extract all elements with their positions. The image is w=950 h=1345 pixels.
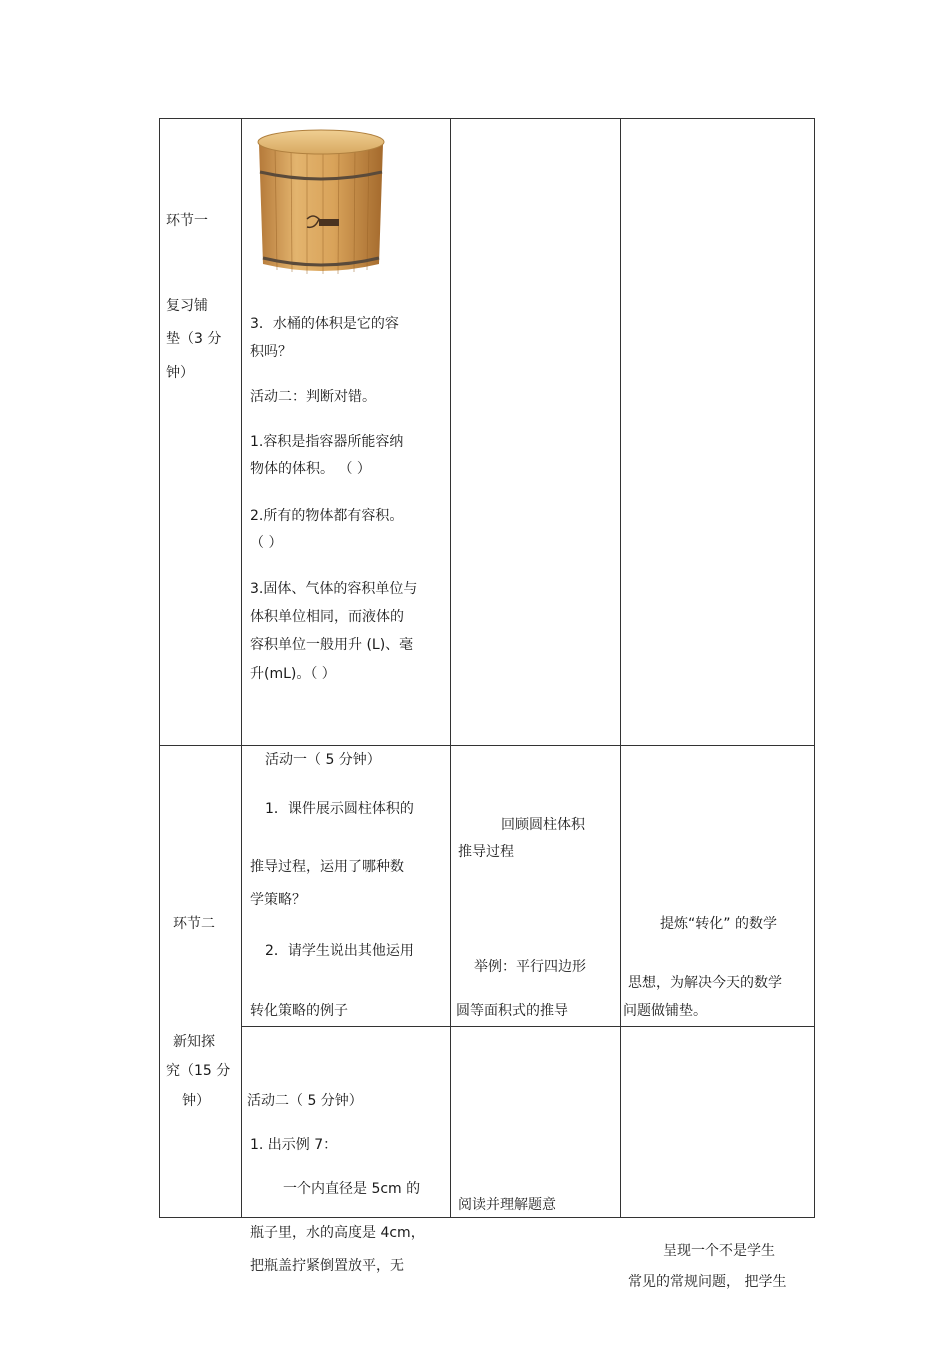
design-intent1-line1: 提炼“转化” 的数学	[660, 916, 777, 932]
section1-label-3: 垫（3 分	[166, 331, 222, 347]
activity1-title: 活动一（ 5 分钟）	[265, 752, 381, 768]
wooden-bucket-image	[249, 124, 394, 282]
question-3-line2: 积吗？	[250, 344, 292, 360]
student-activity1-line1: 回顾圆柱体积	[501, 817, 585, 833]
row-divider-2	[241, 1026, 815, 1027]
activity1-q2-line1: 2．请学生说出其他运用	[265, 943, 414, 959]
section1-label-2: 复习铺	[166, 298, 208, 314]
section1-label-4: 钟）	[166, 365, 194, 381]
design-intent1-line3: 问题做铺垫。	[623, 1003, 707, 1019]
student-activity3-line1: 阅读并理解题意	[458, 1197, 556, 1213]
activity1-q2-line2: 转化策略的例子	[250, 1003, 348, 1019]
example7-line2: 一个内直径是 5cm 的	[283, 1181, 421, 1197]
activity2-title: 活动二（ 5 分钟）	[247, 1093, 363, 1109]
design-intent2-line2: 常见的常规问题， 把学生	[628, 1274, 787, 1290]
example7-line4: 把瓶盖拧紧倒置放平，无	[250, 1258, 404, 1274]
question-3-line1: 3．水桶的体积是它的容	[250, 316, 399, 332]
student-activity2-line2: 圆等面积式的推导	[456, 1003, 568, 1019]
design-intent1-line2: 思想，为解决今天的数学	[628, 975, 782, 991]
student-activity1-line2: 推导过程	[458, 844, 514, 860]
table-bottom-border	[159, 1217, 815, 1218]
example7-line3: 瓶子里，水的高度是 4cm，	[250, 1225, 425, 1241]
activity1-q1-line2: 推导过程，运用了哪种数	[250, 859, 404, 875]
design-intent2-line1: 呈现一个不是学生	[663, 1243, 775, 1259]
activity1-q1-line3: 学策略？	[250, 892, 306, 908]
judge-item3-line1: 3.固体、气体的容积单位与	[250, 581, 418, 597]
judge-item1-line2: 物体的体积。 （ ）	[250, 461, 371, 477]
judge-item1-line1: 1.容积是指容器所能容纳	[250, 434, 404, 450]
student-activity2-line1: 举例：平行四边形	[474, 959, 586, 975]
row-divider-1	[159, 745, 815, 746]
judge-item2-line1: 2.所有的物体都有容积。	[250, 508, 404, 524]
example7-line1: 1. 出示例 7：	[250, 1137, 338, 1153]
column-divider-2	[450, 118, 451, 1218]
section2-label-4: 钟）	[182, 1093, 210, 1109]
judge-item3-line4: 升(mL)。（ ）	[250, 666, 336, 682]
table-right-border	[814, 118, 815, 1218]
activity1-q1-line1: 1．课件展示圆柱体积的	[265, 801, 414, 817]
section1-label-1: 环节一	[166, 213, 208, 229]
section2-label-3: 究（15 分	[166, 1063, 231, 1079]
column-divider-1	[241, 118, 242, 1218]
section2-label-1: 环节二	[173, 916, 215, 932]
column-divider-3	[620, 118, 621, 1218]
activity2-judge-title: 活动二：判断对错。	[250, 389, 376, 405]
judge-item2-line2: （ ）	[250, 535, 283, 551]
judge-item3-line2: 体积单位相同，而液体的	[250, 609, 404, 625]
table-top-border	[159, 118, 815, 119]
section2-label-2: 新知探	[173, 1034, 215, 1050]
judge-item3-line3: 容积单位一般用升 (L)、毫	[250, 637, 414, 653]
table-left-border	[159, 118, 160, 1218]
